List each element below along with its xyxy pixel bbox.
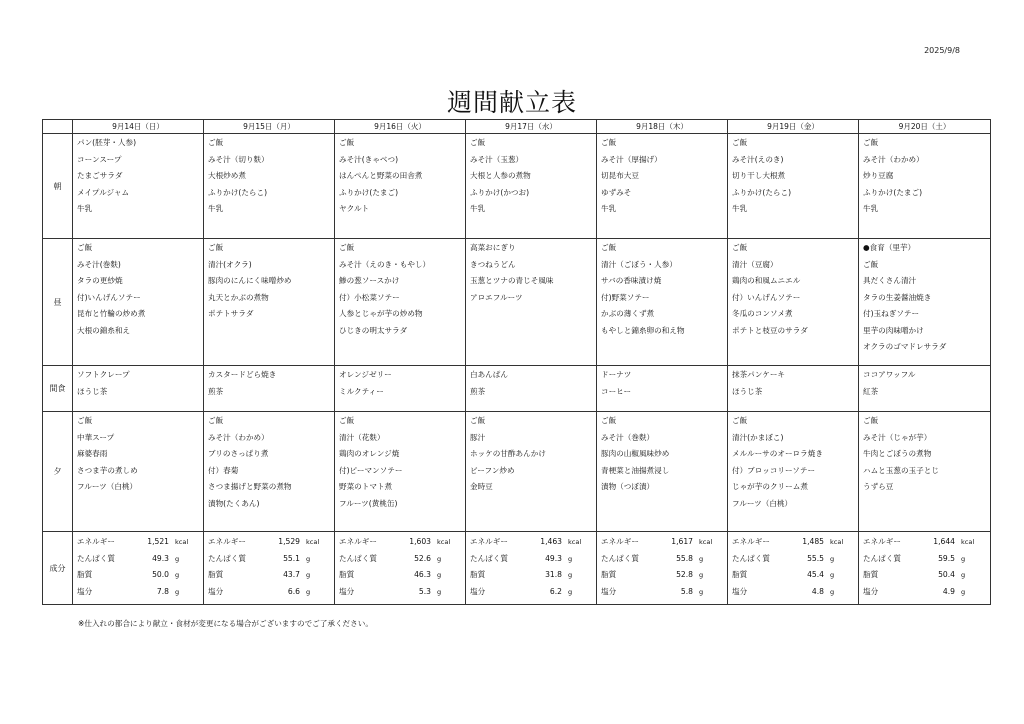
nutrient-name: たんぱく質 xyxy=(470,553,508,563)
menu-item: はんぺんと野菜の田舎煮 xyxy=(339,171,423,180)
nutrient-value: 1,485 xyxy=(802,537,824,546)
menu-item: ふりかけ(たまご) xyxy=(339,187,399,197)
menu-item: 切り干し大根煮 xyxy=(732,171,786,180)
nutrient-value: 55.5 xyxy=(807,553,824,563)
nutrition-line xyxy=(728,567,858,584)
nutrient-unit: kcal xyxy=(699,538,713,546)
menu-cell xyxy=(728,412,859,532)
nutrient-value: 1,463 xyxy=(540,537,562,546)
nutrient-unit: g xyxy=(568,587,573,596)
meal-label: 朝 xyxy=(43,134,73,239)
nutrition-line xyxy=(73,584,203,601)
menu-item: ふりかけ(たらこ) xyxy=(208,187,268,197)
header-corner xyxy=(43,120,73,134)
nutrient-value: 1,617 xyxy=(671,537,693,546)
menu-item: サバの香味漬け焼 xyxy=(601,276,662,285)
nutrition-line xyxy=(859,551,990,568)
nutrient-name: 塩分 xyxy=(863,586,879,596)
menu-item: 付)野菜ソテー xyxy=(601,292,650,302)
menu-item: ご飯 xyxy=(208,416,224,425)
menu-item: ポテトサラダ xyxy=(208,309,254,318)
day-header: 9月17日（水） xyxy=(466,120,597,134)
nutrition-cell xyxy=(204,532,335,605)
menu-item: 付）小松菜ソテー xyxy=(339,292,400,302)
nutrient-value: 52.6 xyxy=(414,553,431,563)
nutrient-value: 46.3 xyxy=(414,570,431,579)
nutrient-unit: kcal xyxy=(437,538,451,546)
menu-item: ご飯 xyxy=(863,259,879,269)
nutrient-value: 1,521 xyxy=(147,537,169,546)
nutrient-value: 50.4 xyxy=(938,570,955,579)
menu-item: ご飯 xyxy=(77,243,93,252)
nutrient-unit: g xyxy=(175,587,180,596)
nutrient-value: 5.3 xyxy=(418,586,431,596)
meal-label: 間食 xyxy=(43,366,73,412)
menu-item: ソフトクレープ xyxy=(77,370,130,379)
menu-cell xyxy=(859,134,991,239)
menu-item: みそ汁（玉葱） xyxy=(470,154,524,164)
day-header: 9月14日（日） xyxy=(73,120,204,134)
menu-item: みそ汁(きゃべつ) xyxy=(339,154,399,164)
menu-item: 付)いんげんソテー xyxy=(77,292,141,302)
menu-cell xyxy=(335,134,466,239)
menu-item: ブリのさっぱり煮 xyxy=(208,449,269,458)
nutrition-line xyxy=(204,567,334,584)
nutrient-value: 55.1 xyxy=(283,553,300,563)
menu-item: 煎茶 xyxy=(208,386,224,396)
nutrient-value: 1,529 xyxy=(278,537,300,546)
nutrient-name: エネルギー xyxy=(208,537,246,546)
nutrition-cell xyxy=(728,532,859,605)
menu-item: 切昆布大豆 xyxy=(601,171,639,180)
nutrition-line xyxy=(597,551,727,568)
nutrition-line xyxy=(466,551,596,568)
nutrient-name: エネルギー xyxy=(863,537,901,546)
menu-cell xyxy=(73,239,204,366)
menu-cell xyxy=(859,366,991,412)
nutrition-line xyxy=(204,534,334,551)
menu-item: ハムと玉葱の玉子とじ xyxy=(863,465,939,475)
nutrient-name: たんぱく質 xyxy=(732,553,770,563)
menu-item: コーヒー xyxy=(601,386,632,396)
menu-item: 麻婆春雨 xyxy=(77,449,108,458)
menu-item: みそ汁（わかめ） xyxy=(863,154,924,164)
menu-item: ほうじ茶 xyxy=(77,386,108,396)
nutrient-unit: g xyxy=(175,554,180,563)
nutrition-cell xyxy=(73,532,204,605)
nutrition-line xyxy=(204,551,334,568)
meal-row xyxy=(43,412,991,532)
menu-item: かぶの薄くず煮 xyxy=(601,309,655,318)
menu-item: ゆずみそ xyxy=(601,187,632,197)
menu-item: ドーナツ xyxy=(601,370,632,379)
menu-item: 抹茶パンケーキ xyxy=(732,370,786,379)
menu-item: みそ汁(巻麩) xyxy=(77,259,121,269)
nutrient-unit: g xyxy=(568,554,573,563)
nutrient-unit: g xyxy=(306,554,311,563)
nutrition-line xyxy=(335,584,465,601)
menu-item: ふりかけ(たまご) xyxy=(863,187,923,197)
menu-item: 清汁(オクラ) xyxy=(208,259,252,269)
nutrient-name: 脂質 xyxy=(470,570,486,579)
nutrition-line xyxy=(597,567,727,584)
nutrient-name: たんぱく質 xyxy=(77,553,115,563)
menu-item: オクラのゴマドレサラダ xyxy=(863,342,947,351)
nutrient-value: 7.8 xyxy=(156,586,169,596)
nutrition-line xyxy=(73,551,203,568)
menu-item: ビーフン炒め xyxy=(470,465,515,475)
menu-item: フルーツ(黄桃缶) xyxy=(339,498,398,508)
nutrient-value: 6.6 xyxy=(287,586,300,596)
menu-item: 鶏肉のオレンジ焼 xyxy=(339,449,400,458)
menu-item: みそ汁（厚揚げ） xyxy=(601,154,662,164)
nutrient-unit: kcal xyxy=(568,538,582,546)
nutrition-line xyxy=(466,584,596,601)
nutrient-name: 塩分 xyxy=(77,586,93,596)
nutrient-unit: g xyxy=(830,554,835,563)
nutrition-line xyxy=(597,534,727,551)
nutrition-line xyxy=(597,584,727,601)
menu-item: ●食育（里芋） xyxy=(863,243,916,252)
menu-item: 大根の錦糸和え xyxy=(77,325,131,335)
nutrient-name: 脂質 xyxy=(77,570,93,579)
menu-item: 漬物(たくあん) xyxy=(208,498,260,508)
menu-item: みそ汁（じゃが芋） xyxy=(863,432,932,442)
nutrient-value: 49.3 xyxy=(545,553,562,563)
menu-cell xyxy=(466,366,597,412)
nutrition-line xyxy=(335,534,465,551)
menu-cell xyxy=(728,366,859,412)
day-header: 9月18日（木） xyxy=(597,120,728,134)
nutrient-name: エネルギー xyxy=(339,537,377,546)
nutrient-unit: g xyxy=(961,554,966,563)
nutrient-unit: g xyxy=(437,571,442,579)
menu-item: ご飯 xyxy=(601,416,617,425)
footnote: ※仕入れの都合により献立・食材が変更になる場合がございますのでご了承ください。 xyxy=(78,619,373,628)
menu-item: フルーツ（白桃） xyxy=(732,498,793,508)
menu-item: みそ汁（わかめ） xyxy=(208,432,269,442)
page-title: 週間献立表 xyxy=(446,87,577,117)
day-header: 9月20日（土） xyxy=(859,120,991,134)
menu-item: 豚汁 xyxy=(470,432,486,442)
nutrition-line xyxy=(73,534,203,551)
menu-item: たまごサラダ xyxy=(77,171,123,180)
menu-item: 牛肉とごぼうの煮物 xyxy=(863,449,932,458)
menu-item: オレンジゼリー xyxy=(339,370,392,379)
menu-item: 清汁（ごぼう・人参） xyxy=(601,259,677,269)
menu-item: さつま揚げと野菜の煮物 xyxy=(208,482,292,491)
nutrient-value: 4.9 xyxy=(942,586,955,596)
nutrient-name: 脂質 xyxy=(863,570,879,579)
menu-item: みそ汁（えのき・もやし） xyxy=(339,259,431,269)
menu-item: 清汁（豆腐） xyxy=(732,259,778,269)
nutrient-name: たんぱく質 xyxy=(339,553,377,563)
menu-item: みそ汁（巻麩） xyxy=(601,432,655,442)
nutrition-cell xyxy=(597,532,728,605)
menu-cell xyxy=(728,239,859,366)
menu-item: 具だくさん清汁 xyxy=(863,276,917,285)
menu-cell xyxy=(204,134,335,239)
nutrient-unit: kcal xyxy=(961,538,975,546)
nutrition-cell xyxy=(859,532,991,605)
menu-item: 人参とじゃが芋の炒め物 xyxy=(339,309,423,318)
day-header: 9月16日（火） xyxy=(335,120,466,134)
nutrition-line xyxy=(728,584,858,601)
menu-item: ご飯 xyxy=(77,416,93,425)
nutrient-value: 1,603 xyxy=(409,537,431,546)
menu-item: 付）ブロッコリーソテー xyxy=(732,465,816,475)
menu-item: ココアワッフル xyxy=(863,370,916,379)
menu-item: 牛乳 xyxy=(732,204,748,213)
menu-cell xyxy=(73,412,204,532)
menu-item: 金時豆 xyxy=(470,482,493,491)
menu-item: 牛乳 xyxy=(77,204,93,213)
menu-item: もやしと錦糸卵の和え物 xyxy=(601,325,685,335)
menu-item: アロエフルーツ xyxy=(470,292,523,302)
menu-cell xyxy=(335,412,466,532)
nutrient-name: たんぱく質 xyxy=(208,553,246,563)
menu-item: 大根炒め煮 xyxy=(208,171,246,180)
header-row xyxy=(43,120,991,134)
nutrient-value: 6.2 xyxy=(549,586,562,596)
nutrition-cell xyxy=(335,532,466,605)
menu-item: じゃが芋のクリーム煮 xyxy=(732,482,808,491)
menu-cell xyxy=(597,239,728,366)
menu-item: ご飯 xyxy=(601,138,617,147)
menu-item: 高菜おにぎり xyxy=(470,243,516,252)
menu-item: 里芋の肉味噌かけ xyxy=(863,325,924,335)
menu-item: ヤクルト xyxy=(339,204,370,213)
menu-item: メルルーサのオーロラ焼き xyxy=(732,449,823,458)
nutrient-unit: g xyxy=(437,587,442,596)
nutrition-cell xyxy=(466,532,597,605)
menu-item: ご飯 xyxy=(339,243,355,252)
nutrition-row xyxy=(43,532,991,605)
menu-item: 付）春菊 xyxy=(208,465,239,475)
menu-item: タラの更紗焼 xyxy=(77,276,123,285)
day-header: 9月15日（月） xyxy=(204,120,335,134)
menu-item: ご飯 xyxy=(208,138,224,147)
menu-cell xyxy=(597,134,728,239)
nutrition-line xyxy=(73,567,203,584)
menu-cell xyxy=(335,366,466,412)
menu-cell xyxy=(597,366,728,412)
menu-item: ご飯 xyxy=(732,243,748,252)
menu-item: ご飯 xyxy=(339,416,355,425)
menu-cell xyxy=(859,239,991,366)
nutrient-unit: g xyxy=(699,587,704,596)
menu-item: 昆布と竹輪の炒め煮 xyxy=(77,309,146,318)
nutrient-unit: g xyxy=(699,571,704,579)
menu-item: ご飯 xyxy=(339,138,355,147)
menu-item: 漬物（つぼ漬） xyxy=(601,482,655,491)
nutrient-name: たんぱく質 xyxy=(863,553,901,563)
menu-item: ご飯 xyxy=(208,243,224,252)
menu-item: 牛乳 xyxy=(208,204,224,213)
menu-item: ご飯 xyxy=(863,138,879,147)
menu-item: 丸天とかぶの煮物 xyxy=(208,292,269,302)
menu-item: ポテトと枝豆のサラダ xyxy=(732,325,808,335)
nutrition-line xyxy=(859,584,990,601)
menu-item: 玉葱とツナの青じそ風味 xyxy=(470,276,554,285)
nutrition-line xyxy=(335,567,465,584)
menu-cell xyxy=(204,239,335,366)
menu-item: カスタードどら焼き xyxy=(208,370,277,379)
menu-item: 牛乳 xyxy=(470,204,486,213)
menu-item: ご飯 xyxy=(732,416,748,425)
menu-item: さつま芋の煮しめ xyxy=(77,465,138,475)
nutrient-name: 脂質 xyxy=(601,570,617,579)
menu-cell xyxy=(73,366,204,412)
nutrition-line xyxy=(466,534,596,551)
nutrition-line xyxy=(859,567,990,584)
menu-item: パン(胚芽・人参) xyxy=(77,138,137,147)
menu-item: 野菜のトマト煮 xyxy=(339,482,393,491)
nutrient-value: 5.8 xyxy=(680,586,693,596)
menu-cell xyxy=(466,412,597,532)
nutrient-unit: g xyxy=(437,554,442,563)
day-header: 9月19日（金） xyxy=(728,120,859,134)
nutrient-name: エネルギー xyxy=(601,537,639,546)
menu-item: ほうじ茶 xyxy=(732,386,763,396)
nutrient-unit: g xyxy=(568,571,573,579)
menu-item: ご飯 xyxy=(470,416,486,425)
menu-item: 付)玉ねぎソテー xyxy=(863,309,920,318)
menu-item: コーンスープ xyxy=(77,154,122,164)
nutrient-name: エネルギー xyxy=(470,537,508,546)
menu-item: 付)ピーマンソテー xyxy=(339,465,403,475)
menu-item: ふりかけ(たらこ) xyxy=(732,187,792,197)
nutrition-label: 成分 xyxy=(43,532,73,605)
nutrient-name: 塩分 xyxy=(601,586,617,596)
menu-item: みそ汁（切り麩） xyxy=(208,154,269,164)
menu-item: フルーツ（白桃） xyxy=(77,482,138,491)
menu-item: うずら豆 xyxy=(863,482,894,491)
nutrition-line xyxy=(466,567,596,584)
menu-item: 冬瓜のコンソメ煮 xyxy=(732,309,793,318)
menu-item: 付）いんげんソテー xyxy=(732,292,801,302)
menu-item: 炒り豆腐 xyxy=(863,171,894,180)
menu-item: 牛乳 xyxy=(863,204,879,213)
menu-cell xyxy=(597,412,728,532)
nutrient-unit: g xyxy=(306,587,311,596)
menu-item: 大根と人参の煮物 xyxy=(470,171,531,180)
weekly-menu-table xyxy=(42,119,991,605)
menu-item: 鶏肉の和風ムニエル xyxy=(732,276,801,285)
nutrition-line xyxy=(728,534,858,551)
meal-row xyxy=(43,239,991,366)
nutrient-unit: kcal xyxy=(830,538,844,546)
nutrient-unit: g xyxy=(830,571,835,579)
menu-item: ご飯 xyxy=(732,138,748,147)
menu-item: タラの生姜醤油焼き xyxy=(863,292,932,302)
menu-cell xyxy=(859,412,991,532)
nutrient-value: 4.8 xyxy=(811,586,824,596)
menu-item: ご飯 xyxy=(601,243,617,252)
menu-item: 鯵の葱ソースかけ xyxy=(339,276,400,285)
nutrient-unit: g xyxy=(175,571,180,579)
menu-item: 清汁（花麩） xyxy=(339,432,385,442)
menu-item: ふりかけ(かつお) xyxy=(470,187,530,197)
menu-cell xyxy=(204,366,335,412)
nutrition-line xyxy=(859,534,990,551)
menu-cell xyxy=(466,134,597,239)
nutrient-unit: kcal xyxy=(306,538,320,546)
menu-item: 清汁(かまぼこ) xyxy=(732,432,784,442)
menu-item: ご飯 xyxy=(470,138,486,147)
menu-item: 豚肉のにんにく味噌炒め xyxy=(208,276,292,285)
menu-item: 豚肉の山椒風味炒め xyxy=(601,449,670,458)
nutrient-name: 脂質 xyxy=(208,570,224,579)
menu-item: ホッケの甘酢あんかけ xyxy=(470,449,546,458)
menu-item: ミルクティー xyxy=(339,386,384,396)
meal-row xyxy=(43,366,991,412)
menu-cell xyxy=(335,239,466,366)
nutrient-name: 塩分 xyxy=(470,586,486,596)
nutrient-unit: g xyxy=(830,587,835,596)
nutrient-value: 43.7 xyxy=(283,570,300,579)
nutrient-name: 脂質 xyxy=(339,570,355,579)
nutrient-value: 1,644 xyxy=(933,537,955,546)
nutrient-value: 31.8 xyxy=(545,570,562,579)
nutrient-value: 49.3 xyxy=(152,553,169,563)
nutrient-value: 52.8 xyxy=(676,570,693,579)
menu-item: 中華スープ xyxy=(77,432,115,442)
nutrient-unit: g xyxy=(699,554,704,563)
menu-item: ご飯 xyxy=(863,416,879,425)
menu-item: 牛乳 xyxy=(601,204,617,213)
menu-item: メイプルジャム xyxy=(77,187,130,197)
nutrient-name: 塩分 xyxy=(732,586,748,596)
nutrient-unit: g xyxy=(306,571,311,579)
menu-item: 煎茶 xyxy=(470,386,486,396)
nutrient-unit: g xyxy=(961,587,966,596)
nutrient-value: 59.5 xyxy=(938,553,955,563)
nutrient-name: エネルギー xyxy=(77,537,115,546)
menu-item: きつねうどん xyxy=(470,259,516,269)
menu-cell xyxy=(466,239,597,366)
nutrition-line xyxy=(728,551,858,568)
meal-label: 夕 xyxy=(43,412,73,532)
menu-item: 青梗菜と油揚煮浸し xyxy=(601,465,670,475)
nutrient-name: 脂質 xyxy=(732,570,748,579)
nutrition-line xyxy=(204,584,334,601)
nutrient-unit: kcal xyxy=(175,538,189,546)
menu-item: 白あんぱん xyxy=(470,370,508,379)
nutrient-value: 45.4 xyxy=(807,570,824,579)
menu-cell xyxy=(728,134,859,239)
nutrition-line xyxy=(335,551,465,568)
issue-date: 2025/9/8 xyxy=(924,46,960,55)
menu-item: ひじきの明太サラダ xyxy=(339,325,408,335)
nutrient-value: 50.0 xyxy=(152,570,169,579)
menu-item: 紅茶 xyxy=(863,386,879,396)
menu-cell xyxy=(204,412,335,532)
nutrient-value: 55.8 xyxy=(676,553,693,563)
nutrient-unit: g xyxy=(961,571,966,579)
meal-row xyxy=(43,134,991,239)
nutrient-name: 塩分 xyxy=(208,586,224,596)
meal-label: 昼 xyxy=(43,239,73,366)
nutrient-name: エネルギー xyxy=(732,537,770,546)
menu-item: みそ汁(えのき) xyxy=(732,154,784,164)
nutrient-name: 塩分 xyxy=(339,586,355,596)
menu-cell xyxy=(73,134,204,239)
nutrient-name: たんぱく質 xyxy=(601,553,639,563)
